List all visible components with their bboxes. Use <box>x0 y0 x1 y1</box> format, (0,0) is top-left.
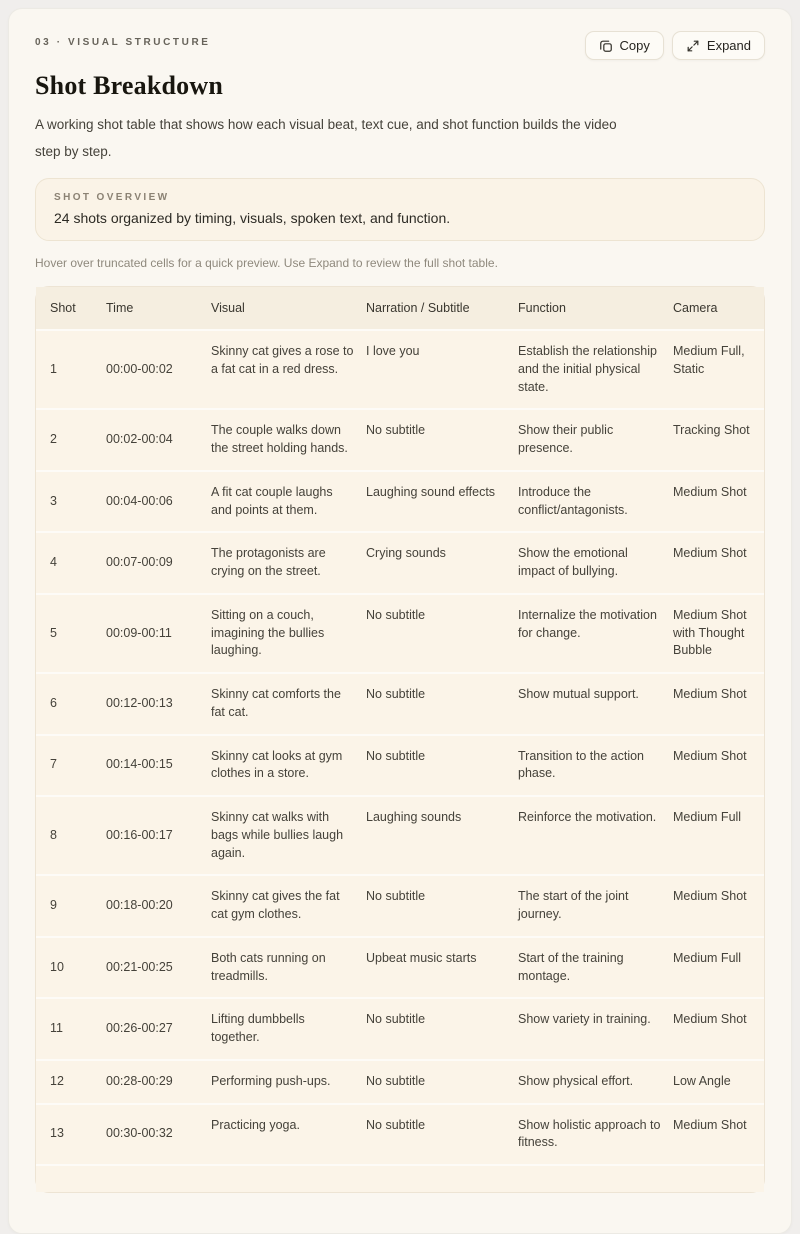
column-header: Camera <box>673 301 718 315</box>
cell-visual[interactable]: A fit cat couple laughs and points at them. <box>211 484 333 517</box>
cell-time[interactable]: 00:16-00:17 <box>106 827 173 842</box>
cell-narration[interactable]: Upbeat music starts <box>366 950 477 965</box>
cell-shot[interactable]: 1 <box>50 361 57 376</box>
cell-shot[interactable]: 3 <box>50 493 57 508</box>
cell-time[interactable]: 00:26-00:27 <box>106 1021 173 1036</box>
page-description: A working shot table that shows how each visual beat, text cue, and shot function builds the video step by step. <box>35 117 617 159</box>
cell-narration[interactable]: No subtitle <box>366 423 426 438</box>
cell-time[interactable]: 00:07-00:09 <box>106 555 173 570</box>
shot-overview-label: SHOT OVERVIEW <box>54 192 170 203</box>
cell-visual[interactable]: Sitting on a couch, imagining the bullies laughing. <box>211 607 325 658</box>
column-header: Narration / Subtitle <box>366 301 470 315</box>
cell-narration[interactable]: No subtitle <box>366 748 426 763</box>
cell-visual[interactable]: Lifting dumbbells together. <box>211 1012 305 1044</box>
shot-overview-text: 24 shots organized by timing, visuals, spoken text, and function. <box>54 210 451 226</box>
cell-time[interactable]: 00:02-00:04 <box>106 432 173 447</box>
table-row <box>36 329 764 408</box>
cell-function[interactable]: Show their public presence. <box>518 423 614 455</box>
table-row <box>36 1103 764 1165</box>
cell-time[interactable]: 00:14-00:15 <box>106 757 173 772</box>
cell-function[interactable]: Show the emotional impact of bullying. <box>518 546 628 578</box>
cell-visual[interactable]: Skinny cat walks with bags while bullies laugh again. <box>211 810 344 860</box>
cell-narration[interactable]: Crying sounds <box>366 546 446 561</box>
cell-function[interactable]: Internalize the motivation for change. <box>518 607 657 640</box>
section-eyebrow: 03 · VISUAL STRUCTURE <box>35 37 211 48</box>
cell-narration[interactable]: No subtitle <box>366 1117 426 1132</box>
table-row <box>36 795 764 874</box>
cell-function[interactable]: Start of the training montage. <box>518 950 624 983</box>
cell-visual[interactable]: Both cats running on treadmills. <box>211 950 326 983</box>
cell-visual[interactable]: Skinny cat gives the fat cat gym clothes. <box>211 889 340 921</box>
cell-narration[interactable]: No subtitle <box>366 687 426 701</box>
cell-camera[interactable]: Medium Shot <box>673 687 747 701</box>
cell-shot[interactable]: 11 <box>50 1021 63 1036</box>
cell-narration[interactable]: No subtitle <box>366 607 426 622</box>
shot-breakdown-card <box>8 8 792 1234</box>
cell-time[interactable]: 00:04-00:06 <box>106 493 173 508</box>
table-body <box>36 329 764 1164</box>
hover-hint-text: Hover over truncated cells for a quick preview. Use Expand to review the full shot table. <box>35 256 498 270</box>
cell-function[interactable]: Show variety in training. <box>518 1012 651 1027</box>
cell-function[interactable]: Transition to the action phase. <box>518 748 644 781</box>
cell-camera[interactable]: Medium Shot <box>673 484 747 499</box>
cell-shot[interactable]: 6 <box>50 695 57 710</box>
cell-time[interactable]: 00:09-00:11 <box>106 625 172 640</box>
cell-time[interactable]: 00:21-00:25 <box>106 959 173 974</box>
cell-camera[interactable]: Low Angle <box>673 1073 731 1088</box>
copy-button-label: Copy <box>619 38 650 53</box>
cell-function[interactable]: Show physical effort. <box>518 1073 634 1088</box>
cell-visual[interactable]: Performing push-ups. <box>211 1073 331 1088</box>
page-title: Shot Breakdown <box>35 71 223 100</box>
cell-shot[interactable]: 4 <box>50 555 57 570</box>
column-header: Function <box>518 301 566 315</box>
cell-camera[interactable]: Medium Shot <box>673 1117 747 1132</box>
cell-narration[interactable]: Laughing sounds <box>366 810 462 824</box>
cell-function[interactable]: Show holistic approach to fitness. <box>518 1117 661 1150</box>
table-row <box>36 936 764 998</box>
shot-table <box>35 286 765 1193</box>
cell-narration[interactable]: No subtitle <box>366 1073 426 1088</box>
copy-button[interactable] <box>585 31 664 60</box>
card-actions <box>585 31 765 60</box>
cell-function[interactable]: Establish the relationship and the initial physical state. <box>518 344 657 394</box>
cell-camera[interactable]: Medium Full <box>673 950 742 965</box>
shot-overview-panel <box>35 178 765 241</box>
cell-camera[interactable]: Medium Full <box>673 810 742 824</box>
table-row <box>36 672 764 734</box>
cell-time[interactable]: 00:00-00:02 <box>106 361 173 376</box>
cell-camera[interactable]: Medium Full, Static <box>673 344 745 376</box>
table-row <box>36 593 764 672</box>
cell-shot[interactable]: 5 <box>50 625 57 640</box>
cell-narration[interactable]: Laughing sound effects <box>366 484 496 499</box>
table-row <box>36 1059 764 1103</box>
cell-shot[interactable]: 13 <box>50 1126 64 1141</box>
cell-camera[interactable]: Medium Shot <box>673 1012 747 1027</box>
cell-function[interactable]: Introduce the conflict/antagonists. <box>518 484 628 517</box>
cell-time[interactable]: 00:28-00:29 <box>106 1073 173 1088</box>
column-header: Shot <box>50 301 76 315</box>
expand-button[interactable] <box>672 31 765 60</box>
cell-camera[interactable]: Medium Shot with Thought Bubble <box>673 607 747 658</box>
cell-shot[interactable]: 7 <box>50 757 57 772</box>
cell-visual[interactable]: Practicing yoga. <box>211 1117 300 1132</box>
cell-camera[interactable]: Tracking Shot <box>673 423 750 438</box>
table-row <box>36 734 764 796</box>
table-row-partial <box>36 1164 764 1192</box>
cell-shot[interactable]: 8 <box>50 827 57 842</box>
table-row <box>36 997 764 1059</box>
cell-camera[interactable]: Medium Shot <box>673 546 747 561</box>
column-header: Visual <box>211 301 245 315</box>
cell-time[interactable]: 00:18-00:20 <box>106 898 173 913</box>
expand-icon <box>686 39 700 53</box>
cell-time[interactable]: 00:12-00:13 <box>106 695 173 710</box>
cell-visual[interactable]: The protagonists are crying on the street. <box>211 546 326 578</box>
cell-time[interactable]: 00:30-00:32 <box>106 1126 173 1141</box>
cell-narration[interactable]: No subtitle <box>366 889 426 904</box>
cell-shot[interactable]: 9 <box>50 898 57 913</box>
table-row <box>36 874 764 936</box>
cell-shot[interactable]: 10 <box>50 959 64 974</box>
table-row <box>36 408 764 470</box>
table-row <box>36 531 764 593</box>
cell-shot[interactable]: 12 <box>50 1073 64 1088</box>
cell-narration[interactable]: I love you <box>366 344 420 358</box>
table-header <box>36 287 764 329</box>
cell-visual[interactable]: Skinny cat looks at gym clothes in a store. <box>211 748 343 781</box>
cell-visual[interactable]: Skinny cat comforts the fat cat. <box>211 687 341 719</box>
column-header: Time <box>106 301 134 315</box>
cell-visual[interactable]: The couple walks down the street holding hands. <box>211 423 348 455</box>
cell-camera[interactable]: Medium Shot <box>673 889 747 904</box>
table-row <box>36 470 764 532</box>
copy-icon <box>599 39 613 53</box>
card-header <box>35 31 765 60</box>
cell-shot[interactable]: 2 <box>50 432 57 447</box>
cell-visual[interactable]: Skinny cat gives a rose to a fat cat in a red dress. <box>211 344 354 376</box>
cell-function[interactable]: Reinforce the motivation. <box>518 810 657 824</box>
cell-function[interactable]: Show mutual support. <box>518 687 639 701</box>
cell-camera[interactable]: Medium Shot <box>673 748 747 763</box>
expand-button-label: Expand <box>706 38 751 53</box>
cell-narration[interactable]: No subtitle <box>366 1012 426 1027</box>
cell-function[interactable]: The start of the joint journey. <box>518 889 629 921</box>
